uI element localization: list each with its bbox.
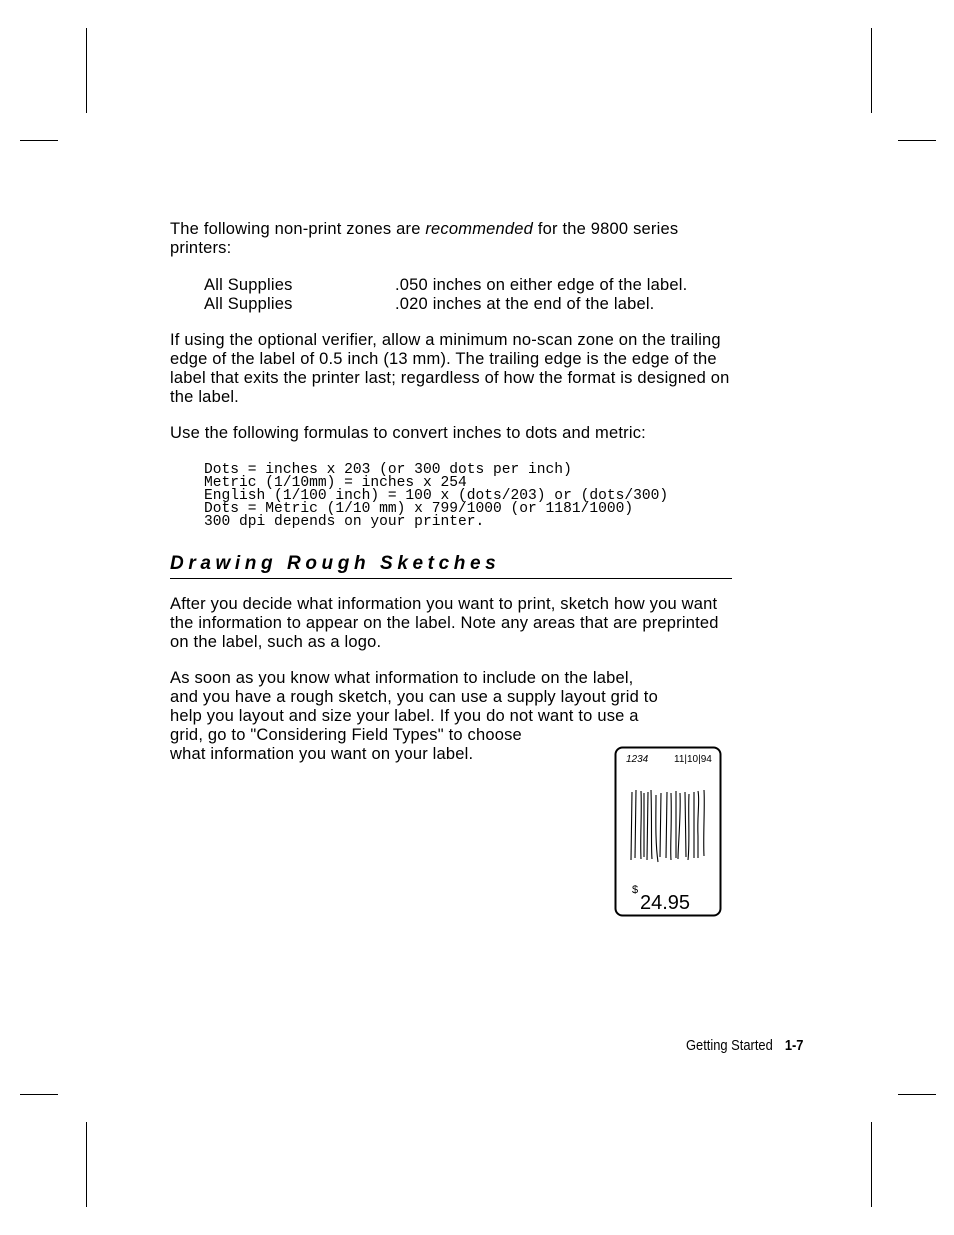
formula-line: Dots = Metric (1/10 mm) x 799/1000 (or 1181/1000) xyxy=(204,501,634,517)
page-number: 1-7 xyxy=(784,1037,804,1054)
sketch-number: 1234 xyxy=(626,754,649,765)
zone-desc: .020 inches at the end of the label. xyxy=(395,295,655,313)
dollar-sign-icon: $ xyxy=(632,884,639,896)
section-heading: Drawing Rough Sketches xyxy=(170,552,732,579)
zone-row xyxy=(204,276,688,295)
crop-mark xyxy=(871,28,872,113)
verifier-paragraph: If using the optional verifier, allow a minimum no-scan zone on the trailing edge of the label of 0.5 inch (13 mm). The trailing edge is the edge of the label that exits the printer last; regardless of how the format is designed on the label. xyxy=(170,331,730,406)
crop-mark xyxy=(20,1094,58,1095)
zone-row xyxy=(204,295,655,314)
zone-label: All Supplies xyxy=(204,295,293,313)
sketch-date: 11|10|94 xyxy=(674,754,712,765)
zone-label: All Supplies xyxy=(204,276,293,294)
grid-line: and you have a rough sketch, you can use a supply layout grid to xyxy=(170,688,658,706)
page-footer xyxy=(686,1037,803,1054)
crop-mark xyxy=(898,140,936,141)
grid-line: help you layout and size your label. If you do not want to use a xyxy=(170,707,639,725)
crop-mark xyxy=(20,140,58,141)
crop-mark xyxy=(871,1122,872,1207)
formulas-intro: Use the following formulas to convert inches to dots and metric: xyxy=(170,424,646,442)
crop-mark xyxy=(898,1094,936,1095)
footer-section: Getting Started xyxy=(686,1037,773,1054)
formula-line: Dots = inches x 203 (or 300 dots per inch) xyxy=(204,462,572,478)
formula-line: Metric (1/10mm) = inches x 254 xyxy=(204,475,467,491)
grid-line: As soon as you know what information to include on the label, xyxy=(170,669,634,687)
formula-line: 300 dpi depends on your printer. xyxy=(204,514,485,530)
formula-line: English (1/100 inch) = 100 x (dots/203) or (dots/300) xyxy=(204,488,669,504)
sketch-paragraph: After you decide what information you want to print, sketch how you want the information to appear on the label. Note any areas that are preprinted on the label, such as a logo. xyxy=(170,595,719,651)
sketch-barcode xyxy=(631,790,704,862)
formula-block xyxy=(204,464,668,529)
grid-line: grid, go to "Considering Field Types" to choose xyxy=(170,726,522,744)
intro-paragraph: The following non-print zones are recommended for the 9800 series printers: xyxy=(170,220,679,257)
label-sketch-illustration xyxy=(614,746,722,917)
crop-mark xyxy=(86,1122,87,1207)
zone-desc: .050 inches on either edge of the label. xyxy=(395,276,688,294)
grid-line: what information you want on your label. xyxy=(170,745,474,763)
crop-mark xyxy=(86,28,87,113)
sketch-price: 24.95 xyxy=(640,892,691,914)
